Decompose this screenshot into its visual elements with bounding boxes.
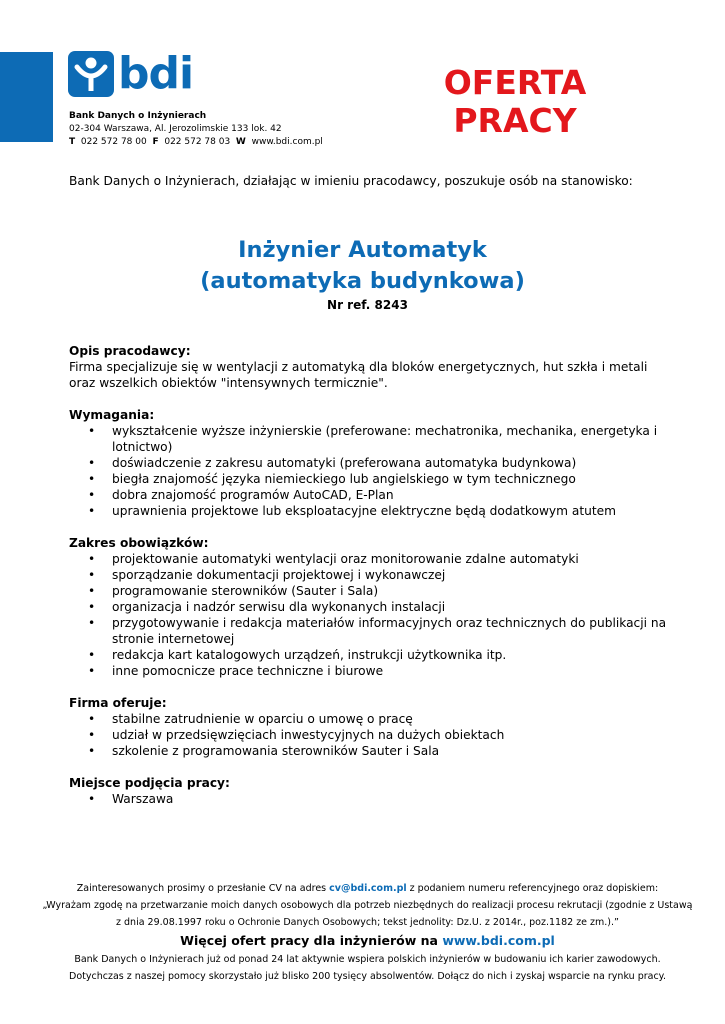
duties-section xyxy=(69,535,669,679)
website-link[interactable]: www.bdi.com.pl xyxy=(442,933,555,948)
company-contacts: T 022 572 78 00 F 022 572 78 03 W www.bdi.com.pl xyxy=(69,137,323,147)
section-heading: Firma oferuje: xyxy=(69,696,167,710)
section-heading: Miejsce podjęcia pracy: xyxy=(69,776,230,790)
brand-side-bar xyxy=(0,52,53,142)
about-line-1: Bank Danych o Inżynierach już od ponad 24 lat aktywnie wspiera polskich inżynierów w budowaniu ich karier zawodowych. xyxy=(74,954,661,965)
logo-text: bdi xyxy=(118,48,194,99)
intro-text: Bank Danych o Inżynierach, działając w imieniu pracodawcy, poszukuje osób na stanowisko: xyxy=(69,174,633,188)
company-info xyxy=(69,110,323,149)
list-item: • dobra znajomość programów AutoCAD, E-Plan xyxy=(88,488,394,502)
location-section xyxy=(69,775,669,807)
footer xyxy=(40,880,695,985)
employer-section xyxy=(69,343,669,391)
cv-email-link[interactable]: cv@bdi.com.pl xyxy=(329,883,407,894)
about-line-2: Dotychczas z naszej pomocy skorzystało już blisko 200 tysięcy absolwentów. Dołącz do nich i zyskaj wsparcie na rynku pracy. xyxy=(69,971,666,982)
list-item: • wykształcenie wyższe inżynierskie (preferowane: mechatronika, mechanika, energetyka i lotnictwo) xyxy=(88,424,658,454)
list-item: • przygotowywanie i redakcja materiałów informacyjnych oraz technicznych do publikacji na stronie internetowej xyxy=(88,616,667,646)
list-item: • projektowanie automatyki wentylacji oraz monitorowanie zdalne automatyki xyxy=(88,552,579,566)
list-item: • stabilne zatrudnienie w oparciu o umowę o pracę xyxy=(88,712,413,726)
job-offer-heading: OFERTA PRACY xyxy=(443,63,587,140)
fax-number: 022 572 78 03 xyxy=(164,137,231,147)
list-item: • szkolenie z programowania sterowników Sauter i Sala xyxy=(88,744,440,758)
position-title: Inżynier Automatyk (automatyka budynkowa) xyxy=(200,237,525,294)
reference-number: Nr ref. 8243 xyxy=(327,298,408,312)
list-item: • organizacja i nadzór serwisu dla wykonanych instalacji xyxy=(88,600,446,614)
offers-section xyxy=(69,695,669,759)
employer-description: Firma specjalizuje się w wentylacji z automatyką dla bloków energetycznych, hut szkła i metali oraz wszelkich obiektów "intensywnych termicznie". xyxy=(69,360,648,390)
section-heading: Opis pracodawcy: xyxy=(69,344,191,358)
offer-content xyxy=(69,343,669,823)
list-item: • inne pomocnicze prace techniczne i biurowe xyxy=(88,664,384,678)
bdi-logo xyxy=(68,50,193,98)
more-offers: Więcej ofert pracy dla inżynierów na www.bdi.com.pl xyxy=(180,933,555,948)
section-heading: Wymagania: xyxy=(69,408,155,422)
website: www.bdi.com.pl xyxy=(251,137,323,147)
list-item: • uprawnienia projektowe lub eksploatacyjne elektryczne będą dodatkowym atutem xyxy=(88,504,616,518)
list-item: • biegła znajomość języka niemieckiego lub angielskiego w tym technicznego xyxy=(88,472,576,486)
consent-text: „Wyrażam zgodę na przetwarzanie moich danych osobowych dla potrzeb niezbędnych do realizacji procesu rekrutacji (zgodnie z Ustawą z dnia 29.08.1997 roku o Ochronie Danych Osobowych; tekst jednolity: Dz.U. z 2014r., poz.1182 ze zm.).” xyxy=(42,900,693,928)
list-item: • programowanie sterowników (Sauter i Sala) xyxy=(88,584,379,598)
list-item: • udział w przedsięwzięciach inwestycyjnych na dużych obiektach xyxy=(88,728,505,742)
requirements-section xyxy=(69,407,669,519)
company-address: 02-304 Warszawa, Al. Jerozolimskie 133 lok. 42 xyxy=(69,124,282,134)
cv-instructions: Zainteresowanych prosimy o przesłanie CV na adres cv@bdi.com.pl z podaniem numeru referencyjnego oraz dopiskiem: xyxy=(76,883,659,894)
person-icon xyxy=(68,51,114,97)
section-heading: Zakres obowiązków: xyxy=(69,536,209,550)
list-item: • redakcja kart katalogowych urządzeń, instrukcji użytkownika itp. xyxy=(88,648,507,662)
list-item: • sporządzanie dokumentacji projektowej i wykonawczej xyxy=(88,568,446,582)
phone-number: 022 572 78 00 xyxy=(80,137,147,147)
list-item: • doświadczenie z zakresu automatyki (preferowana automatyka budynkowa) xyxy=(88,456,577,470)
list-item: • Warszawa xyxy=(88,792,174,806)
company-name: Bank Danych o Inżynierach xyxy=(69,111,207,121)
